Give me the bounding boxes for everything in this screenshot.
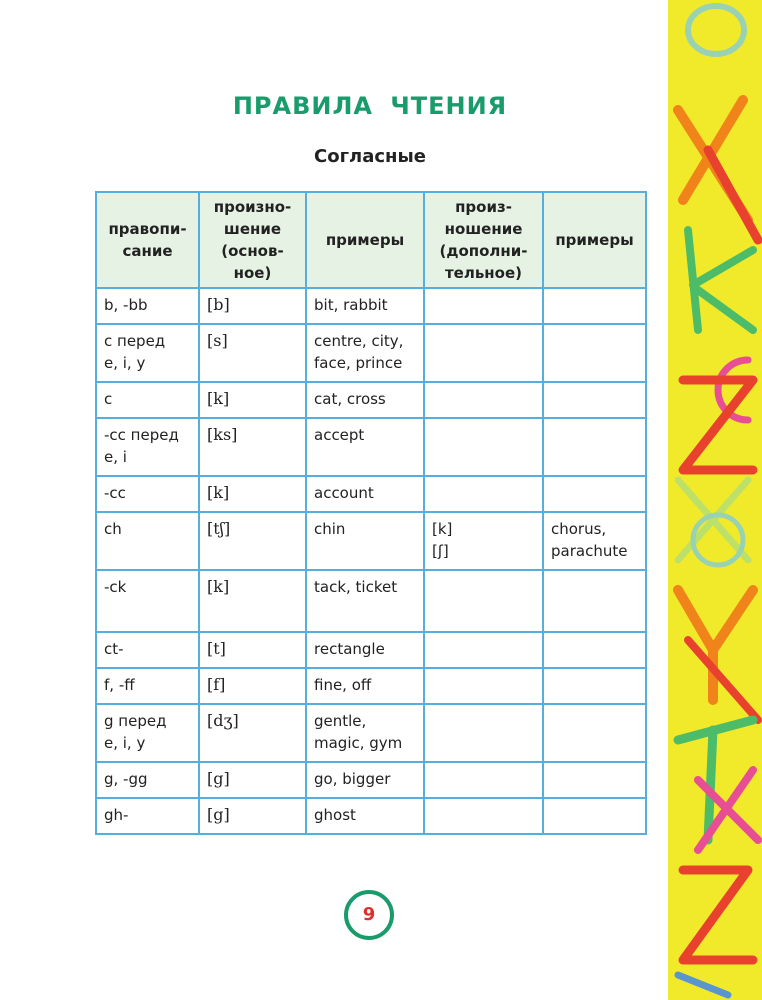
table-body (96, 288, 646, 834)
cell-line: [g] (207, 805, 230, 824)
cell-examples (306, 570, 424, 632)
table-row (96, 762, 646, 798)
cell-line: f, -ff (104, 676, 135, 694)
table-row (96, 570, 646, 632)
cell-line: произ- (455, 198, 512, 216)
cell-examples-extra (543, 418, 646, 476)
cell-spelling (96, 418, 199, 476)
cell-examples (306, 324, 424, 382)
cell-line: [k] (207, 483, 230, 502)
cell-line: account (314, 484, 374, 502)
cell-examples (306, 512, 424, 570)
cell-examples (306, 668, 424, 704)
table-header (96, 192, 646, 288)
page-number: 9 (344, 890, 394, 940)
cell-examples-extra (543, 798, 646, 834)
cell-sound-extra (424, 668, 543, 704)
cell-line: сание (122, 242, 173, 260)
cell-spelling (96, 512, 199, 570)
cell-examples-extra (543, 288, 646, 324)
cell-sound (199, 762, 306, 798)
table-row (96, 512, 646, 570)
header-sound-extra (424, 192, 543, 288)
cell-sound (199, 418, 306, 476)
cell-sound (199, 324, 306, 382)
cell-examples-extra (543, 632, 646, 668)
cell-spelling (96, 762, 199, 798)
cell-line: ct- (104, 640, 124, 658)
table-row (96, 632, 646, 668)
cell-line: chin (314, 520, 346, 538)
cell-sound-extra (424, 798, 543, 834)
cell-spelling (96, 324, 199, 382)
cell-line: [b] (207, 295, 230, 314)
cell-sound-extra (424, 704, 543, 762)
cell-line: правопи- (108, 220, 187, 238)
cell-examples-extra (543, 382, 646, 418)
cell-sound (199, 476, 306, 512)
cell-examples (306, 632, 424, 668)
cell-examples (306, 418, 424, 476)
cell-spelling (96, 476, 199, 512)
cell-line: -cc (104, 484, 126, 502)
cell-line: произно- (213, 198, 292, 216)
cell-line: тельное) (444, 264, 523, 282)
section-subtitle: Согласные (314, 146, 426, 167)
cell-spelling (96, 704, 199, 762)
cell-line: шение (223, 220, 282, 238)
cell-line: [t] (207, 639, 226, 658)
cell-line: gh- (104, 806, 129, 824)
header-spelling (96, 192, 199, 288)
cell-spelling (96, 570, 199, 632)
cell-examples (306, 762, 424, 798)
table-row (96, 288, 646, 324)
table-row (96, 704, 646, 762)
cell-line: fine, off (314, 676, 372, 694)
cell-sound (199, 704, 306, 762)
cell-line: parachute (551, 542, 628, 560)
cell-line: go, bigger (314, 770, 391, 788)
cell-spelling (96, 668, 199, 704)
cell-examples (306, 382, 424, 418)
cell-line: chorus, (551, 520, 607, 538)
cell-sound (199, 288, 306, 324)
table-row (96, 382, 646, 418)
table-row (96, 476, 646, 512)
cell-examples-extra (543, 476, 646, 512)
cell-line: e, i, y (104, 734, 146, 752)
cell-line: [g] (207, 769, 230, 788)
table-row (96, 668, 646, 704)
page-title: ПРАВИЛА ЧТЕНИЯ (232, 92, 508, 120)
crayon-letters-strip (668, 0, 762, 1000)
header-examples-extra (543, 192, 646, 288)
cell-line: tack, ticket (314, 578, 398, 596)
cell-examples-extra (543, 324, 646, 382)
header-row (96, 192, 646, 288)
cell-examples (306, 704, 424, 762)
cell-line: b, -bb (104, 296, 148, 314)
cell-sound-extra (424, 632, 543, 668)
cell-sound-extra (424, 324, 543, 382)
cell-line: [k] (432, 520, 453, 538)
cell-line: [ks] (207, 425, 238, 444)
cell-sound-extra (424, 418, 543, 476)
cell-line: e, i, y (104, 354, 146, 372)
cell-examples-extra (543, 762, 646, 798)
cell-line: accept (314, 426, 365, 444)
cell-line: [dʒ] (207, 711, 239, 730)
header-sound-main (199, 192, 306, 288)
cell-line: (основ- (221, 242, 284, 260)
reading-rules-table (95, 191, 647, 835)
cell-line: ношение (444, 220, 523, 238)
cell-sound-extra (424, 476, 543, 512)
cell-line: bit, rabbit (314, 296, 388, 314)
cell-line: ch (104, 520, 122, 538)
cell-line: c (104, 390, 113, 408)
table-row (96, 324, 646, 382)
cell-spelling (96, 632, 199, 668)
cell-examples (306, 798, 424, 834)
cell-sound (199, 382, 306, 418)
cell-line: face, prince (314, 354, 403, 372)
cell-sound (199, 632, 306, 668)
cell-examples-extra (543, 512, 646, 570)
cell-examples-extra (543, 704, 646, 762)
cell-examples (306, 288, 424, 324)
cell-line: [k] (207, 389, 230, 408)
cell-line: e, i (104, 448, 127, 466)
cell-line: ное) (233, 264, 272, 282)
cell-line: gentle, (314, 712, 367, 730)
cell-spelling (96, 798, 199, 834)
cell-line: [f] (207, 675, 226, 694)
cell-sound-extra (424, 570, 543, 632)
cell-sound (199, 798, 306, 834)
cell-line: g, -gg (104, 770, 148, 788)
cell-sound (199, 570, 306, 632)
cell-sound (199, 512, 306, 570)
cell-line: примеры (325, 231, 405, 249)
cell-examples-extra (543, 668, 646, 704)
cell-spelling (96, 382, 199, 418)
table-row (96, 418, 646, 476)
cell-sound-extra (424, 382, 543, 418)
cell-examples (306, 476, 424, 512)
cell-line: [ʃ] (432, 542, 449, 560)
cell-spelling (96, 288, 199, 324)
cell-line: (дополни- (439, 242, 528, 260)
cell-line: magic, gym (314, 734, 403, 752)
table-row (96, 798, 646, 834)
cell-sound-extra (424, 762, 543, 798)
cell-line: cat, cross (314, 390, 386, 408)
cell-line: g перед (104, 712, 167, 730)
cell-line: [k] (207, 577, 230, 596)
cell-line: -cc перед (104, 426, 179, 444)
cell-sound-extra (424, 288, 543, 324)
cell-sound-extra (424, 512, 543, 570)
cell-line: -ck (104, 578, 127, 596)
cell-line: centre, city, (314, 332, 404, 350)
cell-sound (199, 668, 306, 704)
cell-line: [s] (207, 331, 228, 350)
header-examples (306, 192, 424, 288)
cell-examples-extra (543, 570, 646, 632)
cell-line: ghost (314, 806, 356, 824)
cell-line: rectangle (314, 640, 385, 658)
cell-line: c перед (104, 332, 166, 350)
cell-line: примеры (555, 231, 634, 249)
cell-line: [tʃ] (207, 519, 231, 538)
